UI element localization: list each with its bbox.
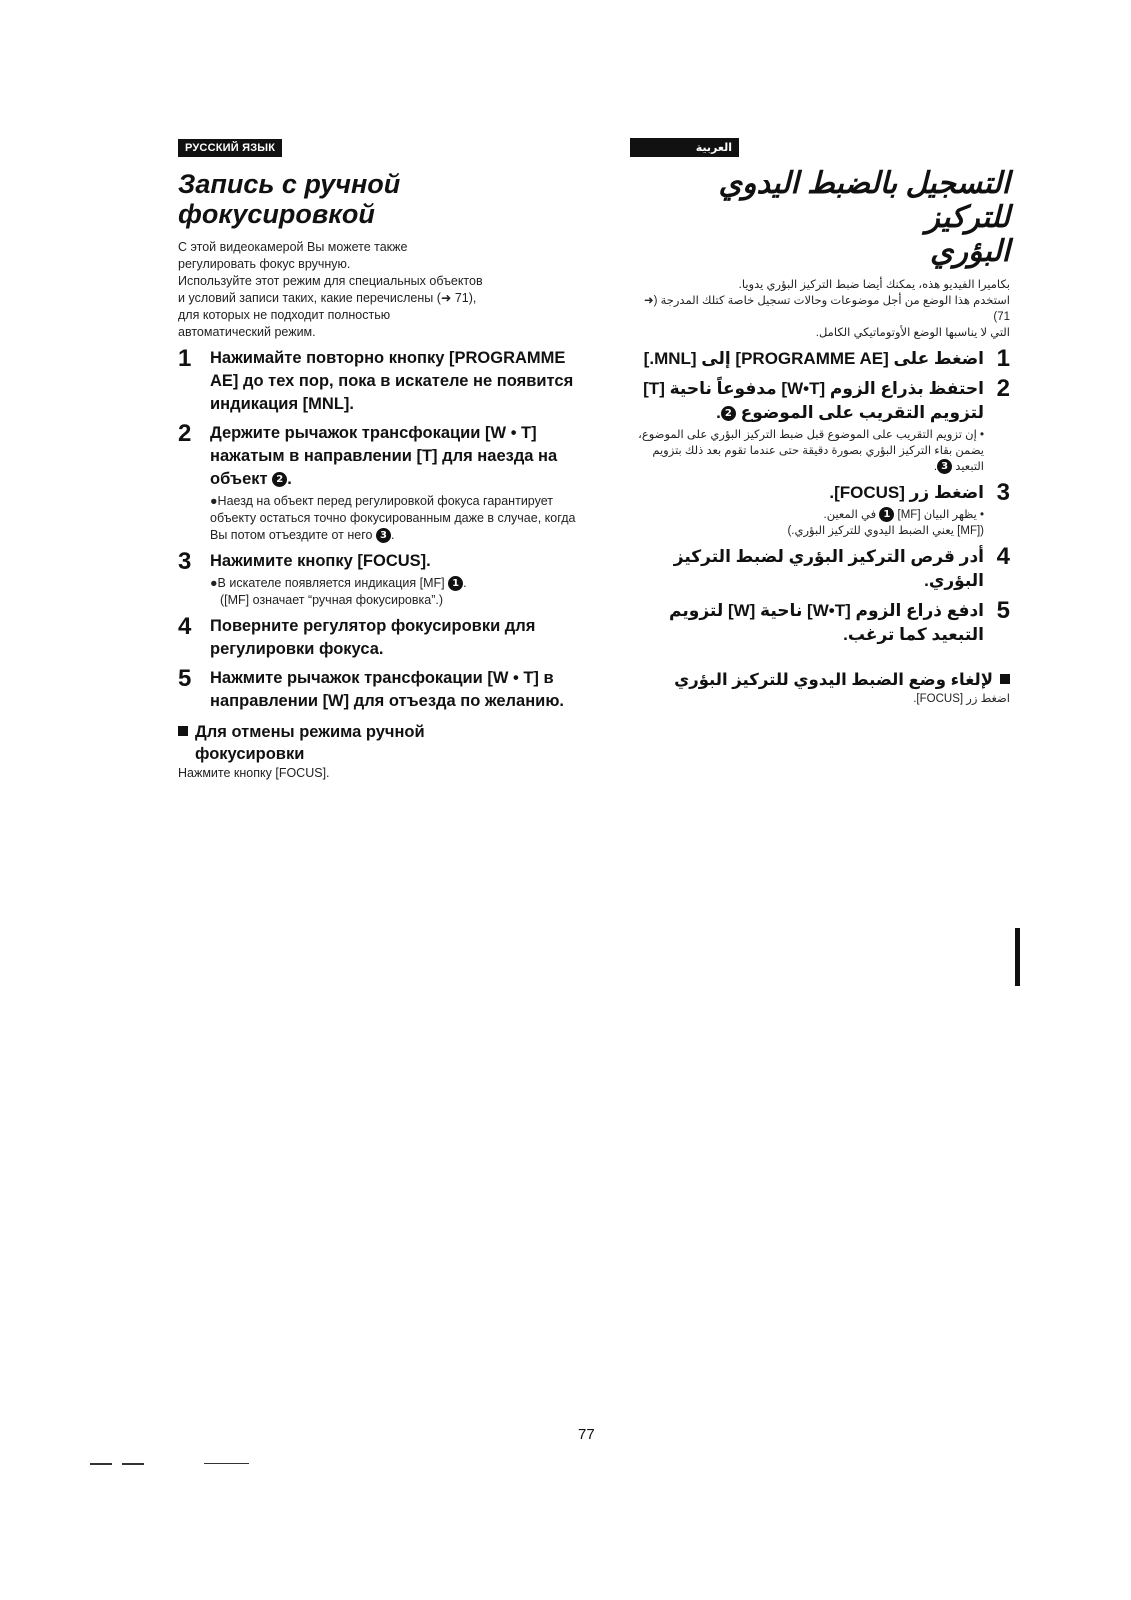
step-note-text: • إن تزويم التقريب على الموضوع قبل ضبط التركيز البؤري على الموضوع، يضمن بقاء التركيز البؤري بصورة دقيقة حتى عندما تقوم بعد ذلك بتزويم التبعيد [638, 429, 984, 473]
step-heading: Держите рычажок трансфокации [W • T] нажатым в направлении [T] для наезда на объект 2 . [210, 424, 558, 488]
intro-line: и условий записи таких, какие перечислены (➜ 71), [178, 291, 477, 305]
russian-column [178, 138, 578, 782]
intro-line: بكاميرا الفيديو هذه، يمكنك أيضا ضبط التركيز البؤري يدويا. [738, 279, 1010, 291]
step-number: 2 [178, 420, 192, 447]
language-tab-russian: РУССКИЙ ЯЗЫК [178, 139, 282, 157]
step-heading: Нажимите кнопку [FOCUS]. [210, 552, 431, 570]
footer-rule [90, 1463, 112, 1465]
step-heading: ادفع ذراع الزوم [W•T] ناحية [W] لتزويم التبعيد كما ترغب. [669, 601, 984, 644]
step-heading: اضغط على [PROGRAMME AE] إلى [MNL.] [643, 349, 984, 368]
step-heading-text: Держите рычажок трансфокации [W • T] нажатым в направлении [T] для наезда на объект [210, 424, 558, 488]
step-number: 3 [996, 479, 1010, 506]
cancel-heading [178, 721, 578, 743]
circled-number-icon: 1 [879, 507, 894, 522]
step-4-arabic [630, 545, 1010, 593]
title-line: البؤري [930, 235, 1010, 268]
step-heading: Нажимайте повторно кнопку [PROGRAMME AE] до тех пор, пока в искателе не появится индикация [MNL]. [210, 349, 574, 413]
step-number: 1 [178, 345, 192, 372]
title-line: التسجيل بالضبط اليدوي للتركيز [718, 167, 1010, 234]
cancel-heading [630, 669, 1010, 691]
cancel-body: Нажмите кнопку [FOCUS]. [178, 766, 330, 780]
step-number: 4 [996, 543, 1010, 570]
circled-number-icon: 2 [721, 406, 736, 421]
footer-rule [204, 1463, 249, 1464]
step-number: 1 [996, 345, 1010, 372]
step-number: 3 [178, 548, 192, 575]
intro-line: التي لا يناسبها الوضع الأوتوماتيكي الكامل. [815, 327, 1010, 339]
intro-line: Используйте этот режим для специальных объектов [178, 274, 483, 288]
circled-number-icon: 3 [376, 528, 391, 543]
square-bullet-icon [178, 726, 188, 736]
step-2-russian [178, 422, 578, 544]
step-1-russian [178, 347, 578, 416]
step-note-text: ●В искателе появляется индикация [MF] [210, 576, 445, 590]
intro-paragraph-arabic [630, 277, 1010, 341]
cancel-body: اضغط زر [FOCUS]. [913, 693, 1010, 705]
step-note [630, 507, 984, 539]
circled-number-icon: 3 [937, 459, 952, 474]
intro-line: استخدم هذا الوضع من أجل موضوعات وحالات تسجيل خاصة كتلك المدرجة (➜ 71) [643, 295, 1010, 323]
title-line: Запись с ручной [178, 169, 401, 199]
cancel-heading-line: Для отмены режима ручной [195, 723, 425, 741]
intro-line: регулировать фокус вручную. [178, 257, 351, 271]
margin-marker-bar [1015, 928, 1020, 986]
title-line: фокусировкой [178, 199, 375, 229]
step-note: ●В искателе появляется индикация [MF] 1 . ([MF] означает “ручная фокусировка”.) [210, 576, 467, 607]
cancel-section-arabic [630, 669, 1010, 708]
step-number: 2 [996, 375, 1010, 402]
cancel-section-russian [178, 721, 578, 782]
language-tab-arabic: العربية [630, 138, 739, 157]
step-note-text: • يظهر البيان [MF] [897, 509, 984, 521]
step-note-text: ●Наезд на объект перед регулировкой фокуса гарантирует объекту остаться точно фокусированным даже в случае, когда Вы потом отъездите от него [210, 494, 576, 542]
step-5-arabic [630, 599, 1010, 647]
step-number: 4 [178, 613, 192, 640]
circled-number-icon: 1 [448, 576, 463, 591]
step-3-russian [178, 550, 578, 609]
intro-line: С этой видеокамерой Вы можете также [178, 240, 408, 254]
step-heading: Поверните регулятор фокусировки для регулировки фокуса. [210, 617, 536, 658]
step-number: 5 [996, 597, 1010, 624]
step-4-russian [178, 615, 578, 661]
arabic-column [630, 138, 1010, 708]
step-heading: احتفظ بذراع الزوم [W•T] مدفوعاً ناحية [T] لتزويم التقريب على الموضوع 2. [643, 379, 984, 422]
step-note: ●Наезд на объект перед регулировкой фокуса гарантирует объекту остаться точно фокусированным даже в случае, когда Вы потом отъездите от него 3 . [210, 494, 576, 542]
page-title-russian [178, 169, 578, 229]
step-1-arabic [630, 347, 1010, 371]
page-number: 77 [578, 1426, 595, 1443]
step-2-arabic [630, 377, 1010, 475]
step-heading-text: احتفظ بذراع الزوم [W•T] مدفوعاً ناحية [T] لتزويم التقريب على الموضوع [643, 379, 984, 422]
step-note-text: ([MF] означает “ручная фокусировка”.) [220, 593, 444, 607]
step-3-arabic [630, 481, 1010, 539]
cancel-heading-line: لإلغاء وضع الضبط اليدوي للتركيز البؤري [674, 671, 993, 689]
square-bullet-icon [1000, 674, 1010, 684]
intro-paragraph-russian [178, 239, 578, 341]
intro-line: для которых не подходит полностью [178, 308, 391, 322]
intro-line: автоматический режим. [178, 325, 316, 339]
page-title-arabic [630, 167, 1010, 269]
footer-rule [122, 1463, 144, 1465]
step-note-text: في المعين. [823, 509, 877, 521]
step-number: 5 [178, 665, 192, 692]
circled-number-icon: 2 [272, 472, 287, 487]
cancel-heading-line: фокусировки [195, 745, 305, 763]
step-heading: Нажмите рычажок трансфокации [W • T] в направлении [W] для отъезда по желанию. [210, 669, 565, 710]
step-heading: اضغط زر [FOCUS]. [829, 483, 984, 502]
step-heading: أدر قرص التركيز البؤري لضبط التركيز البؤري. [673, 547, 984, 590]
step-5-russian [178, 667, 578, 713]
step-note: • إن تزويم التقريب على الموضوع قبل ضبط التركيز البؤري على الموضوع، يضمن بقاء التركيز البؤري بصورة دقيقة حتى عندما تقوم بعد ذلك بتزويم التبعيد 3. [638, 429, 984, 473]
step-note-text: ([MF] يعني الضبط اليدوي للتركيز البؤري.) [787, 525, 984, 537]
